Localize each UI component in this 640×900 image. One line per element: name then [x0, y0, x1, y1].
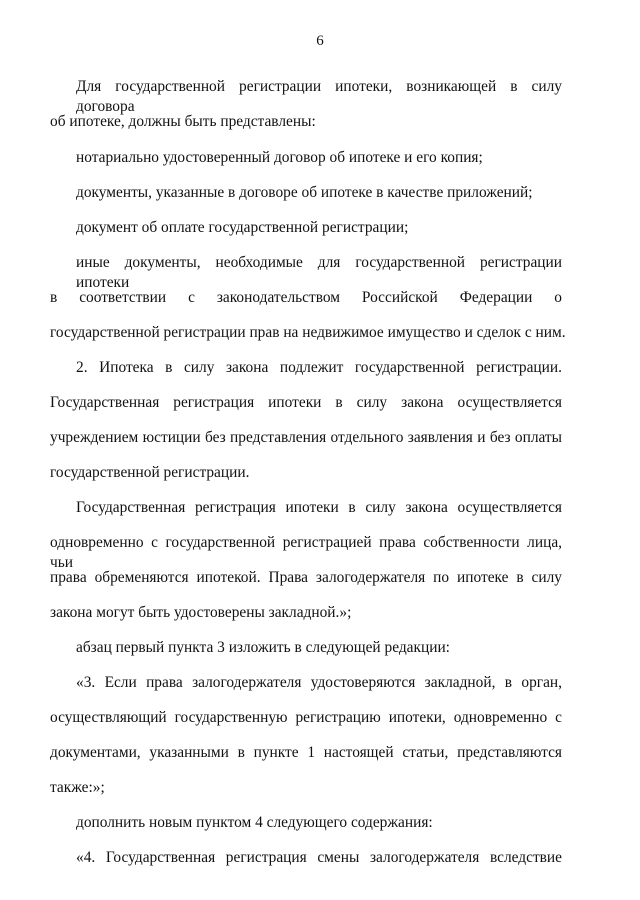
- page-number: 6: [316, 33, 324, 49]
- text-line: также:»;: [50, 779, 105, 796]
- text-line: Государственная регистрация ипотеки в силу закона осуществляется: [76, 499, 562, 516]
- text-line: учреждением юстиции без представления отдельного заявления и без оплаты: [50, 429, 562, 446]
- text-line: нотариально удостоверенный договор об ипотеке и его копия;: [76, 149, 483, 166]
- text-line: об ипотеке, должны быть представлены:: [50, 113, 316, 130]
- text-line: права обременяются ипотекой. Права залогодержателя по ипотеке в силу: [50, 569, 562, 586]
- text-line: «4. Государственная регистрация смены залогодержателя вследствие: [76, 849, 562, 866]
- text-line: дополнить новым пунктом 4 следующего содержания:: [76, 814, 433, 831]
- text-line: в соответствии с законодательством Российской Федерации о: [50, 289, 562, 306]
- text-line: документами, указанными в пункте 1 настоящей статьи, представляются: [50, 744, 562, 761]
- text-line: «3. Если права залогодержателя удостоверяются закладной, в орган,: [76, 674, 562, 691]
- text-line: государственной регистрации.: [50, 464, 250, 481]
- text-line: 2. Ипотека в силу закона подлежит государственной регистрации.: [76, 359, 562, 376]
- text-line: Государственная регистрация ипотеки в силу закона осуществляется: [50, 394, 562, 411]
- text-line: иные документы, необходимые для государственной регистрации ипотеки: [76, 254, 562, 291]
- text-line: Для государственной регистрации ипотеки, возникающей в силу договора: [76, 78, 562, 115]
- text-line: осуществляющий государственную регистрацию ипотеки, одновременно с: [50, 709, 562, 726]
- text-line: одновременно с государственной регистрацией права собственности лица, чьи: [50, 534, 562, 571]
- text-line: документ об оплате государственной регистрации;: [76, 219, 409, 236]
- text-line: документы, указанные в договоре об ипотеке в качестве приложений;: [76, 184, 533, 201]
- text-line: абзац первый пункта 3 изложить в следующей редакции:: [76, 639, 450, 656]
- text-line: государственной регистрации прав на недвижимое имущество и сделок с ним.: [50, 324, 566, 341]
- text-line: закона могут быть удостоверены закладной.»;: [50, 604, 352, 621]
